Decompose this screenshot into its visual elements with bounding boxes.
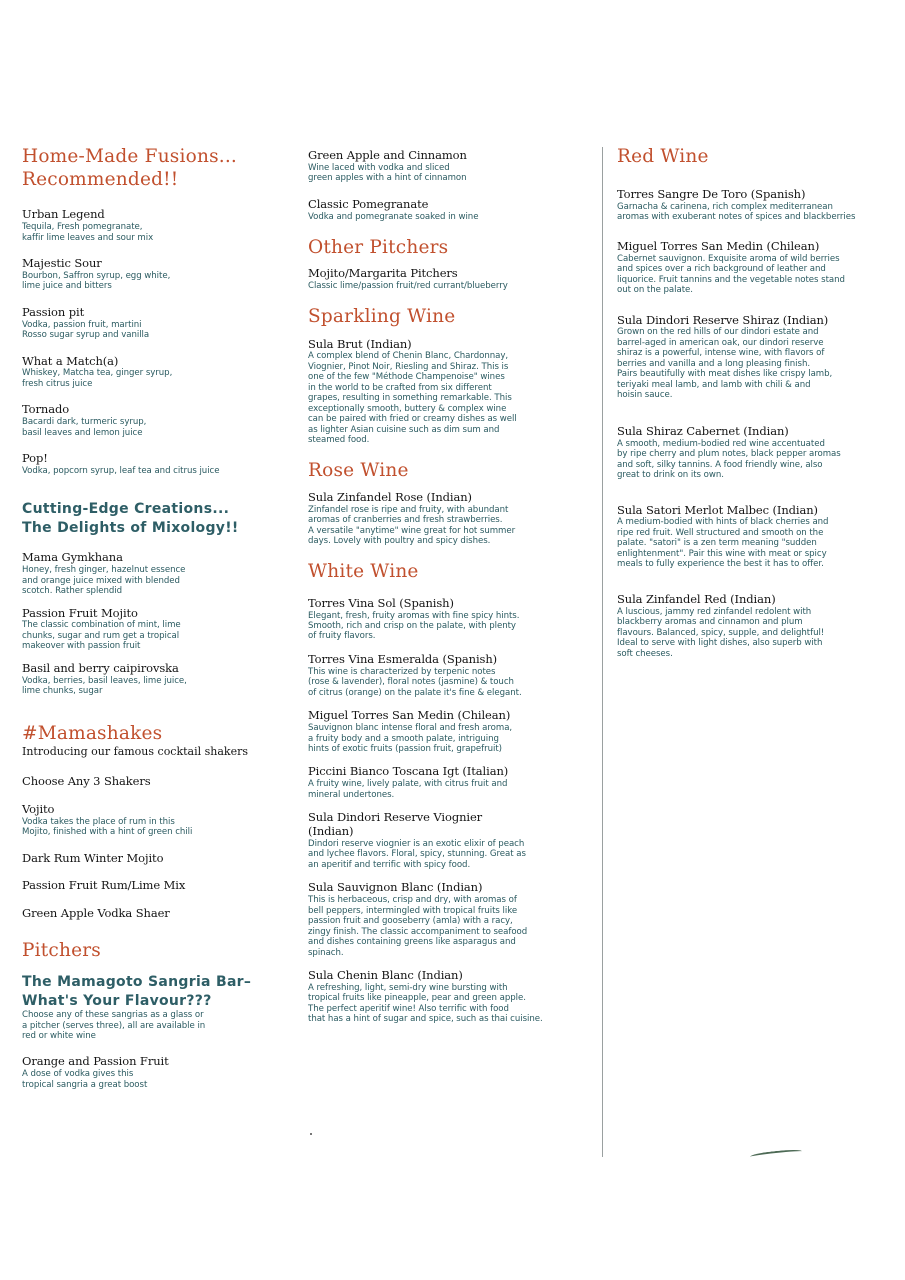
menu-item: Sula Zinfandel Red (Indian) A luscious, jammy red zinfandel redolent with blackberry aromas and cinnamon and plum flavours. Balanced, spicy, supple, and delightful! Ideal to serve with light dishes, also superb with soft cheeses.: [617, 593, 905, 659]
menu-item: Dark Rum Winter Mojito: [22, 850, 164, 865]
item-desc: A dose of vodka gives this: [22, 1069, 134, 1080]
item-name: Majestic Sour: [22, 256, 102, 271]
item-desc: Wine laced with vodka and sliced: [308, 162, 450, 173]
item-desc: The classic combination of mint, lime: [22, 620, 181, 631]
item-desc: Vodka, passion fruit, martini: [22, 319, 142, 330]
menu-item: [22, 355, 277, 390]
item-name: Mojito/Margarita Pitchers: [308, 266, 458, 281]
item-desc: Vodka, berries, basil leaves, lime juice,: [22, 675, 187, 686]
menu-item: Torres Vina Esmeralda (Spanish) This wine is characterized by terpenic notes (rose & lavender), floral notes (jasmine) & touch of citrus (orange) on the palate it's fine & elegant.: [308, 653, 590, 698]
item-name: Miguel Torres San Medin (Chilean): [617, 238, 820, 253]
section-header-sparkling-wine: Sparkling Wine: [308, 306, 456, 328]
decorative-swoosh: [750, 1148, 802, 1159]
item-name: Passion pit: [22, 304, 85, 319]
menu-item: [22, 803, 277, 838]
menu-item: Torres Vina Sol (Spanish) Elegant, fresh, fruity aromas with fine spicy hints. Smooth, rich and crisp on the palate, with plenty of fruity flavors.: [308, 597, 590, 642]
item-desc: scotch. Rather splendid: [22, 586, 123, 597]
menu-column-1: [22, 145, 277, 1090]
item-desc: Tequila, Fresh pomegranate,: [22, 222, 143, 233]
section-header-sangria-bar: The Mamagoto Sangria Bar– What's Your Flavour???: [22, 974, 252, 1009]
menu-item: Sula Dindori Reserve Shiraz (Indian) Grown on the red hills of our dindori estate and barrel-aged in american oak, our dindori reserve shiraz is a powerful, intense wine, with flavors of berries and vanilla and a long pleasing finish. Pairs beautifully with meat dishes like crispy lamb, teriyaki meal lamb, and lamb with chili & and hoisin sauce.: [617, 314, 905, 401]
menu-item: Sula Zinfandel Rose (Indian) Zinfandel rose is ripe and fruity, with abundant aromas of cranberries and fresh strawberries. A versatile "anytime" wine great for hot summer days. Lovely with poultry and spicy dishes.: [308, 491, 590, 547]
menu-column-2: [308, 149, 590, 1025]
menu-item: Sula Chenin Blanc (Indian) A refreshing, light, semi-dry wine bursting with tropical fruits like pineapple, pear and green apple. The perfect aperitif wine! Also terrific with food that has a hint of sugar and spice, such as thai cuisine.: [308, 969, 590, 1025]
item-desc: Bacardi dark, turmeric syrup,: [22, 417, 147, 428]
menu-item: Sula Dindori Reserve Viognier (Indian) Dindori reserve viognier is an exotic elixir of peach and lychee flavors. Floral, spicy, stunning. Great as an aperitif and terrific with spicy food.: [308, 810, 526, 870]
item-desc: lime juice and bitters: [22, 281, 112, 292]
item-name: Urban Legend: [22, 207, 105, 222]
section-header-mamashakes: #Mamashakes: [22, 722, 163, 744]
sangria-intro: Choose any of these sangrias as a glass or a pitcher (serves three), all are available in red or white wine: [22, 1010, 206, 1041]
item-desc: basil leaves and lemon juice: [22, 427, 143, 438]
item-name: Green Apple and Cinnamon: [308, 148, 467, 162]
item-name: Sula Zinfandel Rose (Indian): [308, 489, 472, 504]
menu-item: [22, 257, 277, 292]
menu-item: Miguel Torres San Medin (Chilean) Cabernet sauvignon. Exquisite aroma of wild berries and spices over a rich background of leather and liquorice. Fruit tannins and the vegetable notes stand out on the palate.: [617, 240, 905, 296]
item-desc: fresh citrus juice: [22, 378, 93, 389]
item-desc: Whiskey, Matcha tea, ginger syrup,: [22, 368, 173, 379]
section-header-cutting-edge: Cutting-Edge Creations... The Delights of Mixology!!: [22, 501, 239, 537]
item-name: Torres Vina Sol (Spanish): [308, 595, 454, 610]
item-desc: Vodka takes the place of rum in this: [22, 816, 175, 827]
item-desc: lime chunks, sugar: [22, 686, 103, 697]
item-name: Pop!: [22, 451, 48, 466]
item-desc: Mojito, finished with a hint of green chili: [22, 827, 193, 838]
menu-item: [22, 551, 277, 596]
item-desc: Bourbon, Saffron syrup, egg white,: [22, 270, 171, 281]
menu-item: Sula Satori Merlot Malbec (Indian) A medium-bodied with hints of black cherries and ripe red fruit. Well structured and smooth on the palate. "satori" is a zen term meaning "sudden enlightenment". Pair this wine with meat or spicy meals to fully experience the best it has to offer.: [617, 504, 905, 570]
section-header-rose-wine: Rose Wine: [308, 459, 409, 481]
item-name: Tornado: [22, 402, 70, 417]
item-name: Sula Brut (Indian): [308, 336, 412, 351]
item-name: Sula Shiraz Cabernet (Indian): [617, 423, 789, 438]
item-desc: makeover with passion fruit: [22, 641, 141, 652]
choose-shakers-label: Choose Any 3 Shakers: [22, 774, 151, 788]
item-name: Mama Gymkhana: [22, 550, 123, 565]
stray-mark: [310, 1133, 312, 1135]
menu-item: Green Apple Vodka Shaer: [22, 906, 170, 921]
menu-item: [22, 208, 277, 243]
item-name: Sula Dindori Reserve Shiraz (Indian): [617, 312, 829, 327]
item-name: Orange and Passion Fruit: [22, 1054, 169, 1069]
column-divider: [602, 147, 603, 1157]
item-name: Vojito: [22, 801, 55, 816]
item-desc: and orange juice mixed with blended: [22, 575, 180, 586]
menu-item: [308, 267, 590, 291]
item-name: Sula Dindori Reserve Viognier (Indian): [308, 810, 483, 839]
item-name: Piccini Bianco Toscana Igt (Italian): [308, 764, 509, 779]
item-name: Sula Zinfandel Red (Indian): [617, 591, 776, 606]
menu-item: Piccini Bianco Toscana Igt (Italian) A fruity wine, lively palate, with citrus fruit and mineral undertones.: [308, 765, 590, 800]
menu-item: Sula Brut (Indian) A complex blend of Chenin Blanc, Chardonnay, Viognier, Pinot Noir, Riesling and Shiraz. This is one of the few "Méthode Champenoise" wines in the world to be crafted from six different grapes, resulting in something remarkable. This exceptionally smooth, buttery & complex wine can be paired with fried or creamy dishes as well as lighter Asian cuisine such as dim sum and steamed food.: [308, 338, 590, 446]
item-name: What a Match(a): [22, 353, 119, 368]
item-name: Passion Fruit Mojito: [22, 605, 138, 620]
item-name: Miguel Torres San Medin (Chilean): [308, 708, 511, 723]
section-header-other-pitchers: Other Pitchers: [308, 237, 449, 259]
menu-item: [22, 306, 277, 341]
item-name: Sula Satori Merlot Malbec (Indian): [617, 502, 818, 517]
item-desc: kaffir lime leaves and sour mix: [22, 232, 154, 243]
section-header-red-wine: Red Wine: [617, 146, 709, 167]
section-header-pitchers: Pitchers: [22, 939, 101, 961]
item-name: Sula Chenin Blanc (Indian): [308, 967, 463, 982]
item-name: Torres Sangre De Toro (Spanish): [617, 187, 806, 202]
menu-item: [308, 198, 590, 222]
menu-item: Sula Shiraz Cabernet (Indian) A smooth, medium-bodied red wine accentuated by ripe cherry and plum notes, black pepper aromas and soft, silky tannins. A food friendly wine, also great to drink on its own.: [617, 425, 905, 481]
menu-item: [22, 403, 277, 438]
item-desc: green apples with a hint of cinnamon: [308, 173, 467, 184]
item-desc: Honey, fresh ginger, hazelnut essence: [22, 565, 186, 576]
mamashakes-intro: Introducing our famous cocktail shakers: [22, 744, 249, 758]
item-name: Torres Vina Esmeralda (Spanish): [308, 651, 498, 666]
menu-item: Sula Sauvignon Blanc (Indian) This is herbaceous, crisp and dry, with aromas of bell peppers, intermingled with tropical fruits like passion fruit and gooseberry (amla) with a racy, zingy finish. The classic accompaniment to seafood and dishes containing greens like asparagus and spinach.: [308, 881, 590, 958]
menu-item: [308, 149, 590, 184]
item-name: Basil and berry caipirovska: [22, 660, 179, 675]
menu-item: [22, 607, 277, 652]
menu-item: [22, 662, 277, 697]
menu-item: Torres Sangre De Toro (Spanish) Garnacha & carinena, rich complex mediterranean aromas with exuberant notes of spices and blackberries: [617, 188, 905, 223]
section-header-white-wine: White Wine: [308, 560, 419, 582]
item-desc: Vodka, popcorn syrup, leaf tea and citrus juice: [22, 465, 220, 476]
item-name: Classic Pomegranate: [308, 196, 429, 211]
menu-item: [22, 1055, 277, 1090]
item-desc: tropical sangria a great boost: [22, 1079, 148, 1090]
item-name: Sula Sauvignon Blanc (Indian): [308, 880, 483, 895]
menu-item: [22, 452, 277, 476]
menu-item: Miguel Torres San Medin (Chilean) Sauvignon blanc intense floral and fresh aroma, a fruity body and a smooth palate, intriguing hints of exotic fruits (passion fruit, grapefruit): [308, 709, 590, 754]
menu-item: Passion Fruit Rum/Lime Mix: [22, 878, 186, 893]
item-desc: Classic lime/passion fruit/red currant/blueberry: [308, 280, 508, 291]
section-header-home-made-fusions: Home-Made Fusions... Recommended!!: [22, 146, 238, 191]
item-desc: Rosso sugar syrup and vanilla: [22, 330, 150, 341]
item-desc: Vodka and pomegranate soaked in wine: [308, 211, 479, 222]
menu-column-3: [617, 145, 905, 659]
item-desc: chunks, sugar and rum get a tropical: [22, 630, 180, 641]
